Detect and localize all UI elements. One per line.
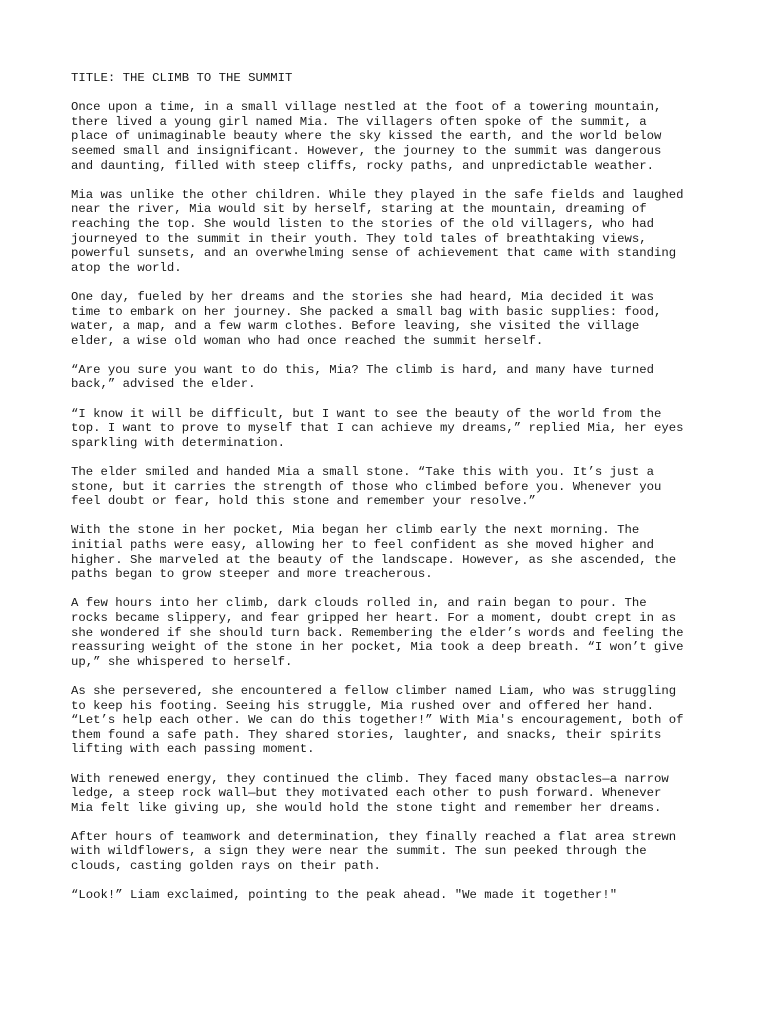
paragraph-1: Once upon a time, in a small village nestled at the foot of a towering mountain, there lived a young girl named Mia. The villagers often spoke of the summit, a place of unimaginable beauty where the sky kissed the earth, and the world below seemed small and insignificant. However, the journey to the summit was dangerous and daunting, filled with steep cliffs, rocky paths, and unpredictable weather. [71,100,662,173]
paragraph-9: As she persevered, she encountered a fellow climber named Liam, who was struggling to keep his footing. Seeing his struggle, Mia rushed over and offered her hand. “Let’s help each other. We can do this together!” With Mia's encouragement, both of them found a safe path. They shared stories, laughter, and snacks, their spirits lifting with each passing moment. [71,683,684,757]
paragraph-7: With the stone in her pocket, Mia began her climb early the next morning. The initial paths were easy, allowing her to feel confident as she moved higher and higher. She marveled at the beauty of the landscape. However, as she ascended, the paths began to grow steeper and more treacherous. [71,523,677,582]
paragraph-8: A few hours into her climb, dark clouds rolled in, and rain began to pour. The rocks became slippery, and fear gripped her heart. For a moment, doubt crept in as she wondered if she should turn back. Remembering the elder’s words and feeling the reassuring weight of the stone in her pocket, Mia took a deep breath. “I won’t give up,” she whispered to herself. [71,596,684,669]
paragraph-6: The elder smiled and handed Mia a small stone. “Take this with you. It’s just a stone, but it carries the strength of those who climbed before you. Whenever you feel doubt or fear, hold this stone and remember your resolve.” [71,465,662,509]
paragraph-10: With renewed energy, they continued the climb. They faced many obstacles—a narrow ledge, a steep rock wall—but they motivated each other to push forward. Whenever Mia felt like giving up, she would hold the stone tight and remember her dreams. [71,771,669,815]
paragraph-5: “I know it will be difficult, but I want to see the beauty of the world from the top. I want to prove to myself that I can achieve my dreams,” replied Mia, her eyes sparkling with determination. [71,406,684,450]
paragraph-2: Mia was unlike the other children. While they played in the safe fields and laughed near the river, Mia would sit by herself, staring at the mountain, dreaming of reaching the top. She would listen to the stories of the old villagers, who had journeyed to the summit in their youth. They told tales of breathtaking views, powerful sunsets, and an overwhelming sense of achievement that came with standing atop the world. [71,187,684,275]
paragraph-12: “Look!” Liam exclaimed, pointing to the peak ahead. "We made it together!" [71,888,618,903]
paragraph-3: One day, fueled by her dreams and the stories she had heard, Mia decided it was time to embark on her journey. She packed a small bag with basic supplies: food, water, a map, and a few warm clothes. Before leaving, she visited the village elder, a wise old woman who had once reached the summit herself. [71,289,662,348]
paragraph-11: After hours of teamwork and determination, they finally reached a flat area strewn with wildflowers, a sign they were near the summit. The sun peeked through the clouds, casting golden rays on their path. [71,829,677,874]
paragraph-4: “Are you sure you want to do this, Mia? The climb is hard, and many have turned back,” advised the elder. [71,362,654,392]
document-title: TITLE: THE CLIMB TO THE SUMMIT [71,71,293,85]
